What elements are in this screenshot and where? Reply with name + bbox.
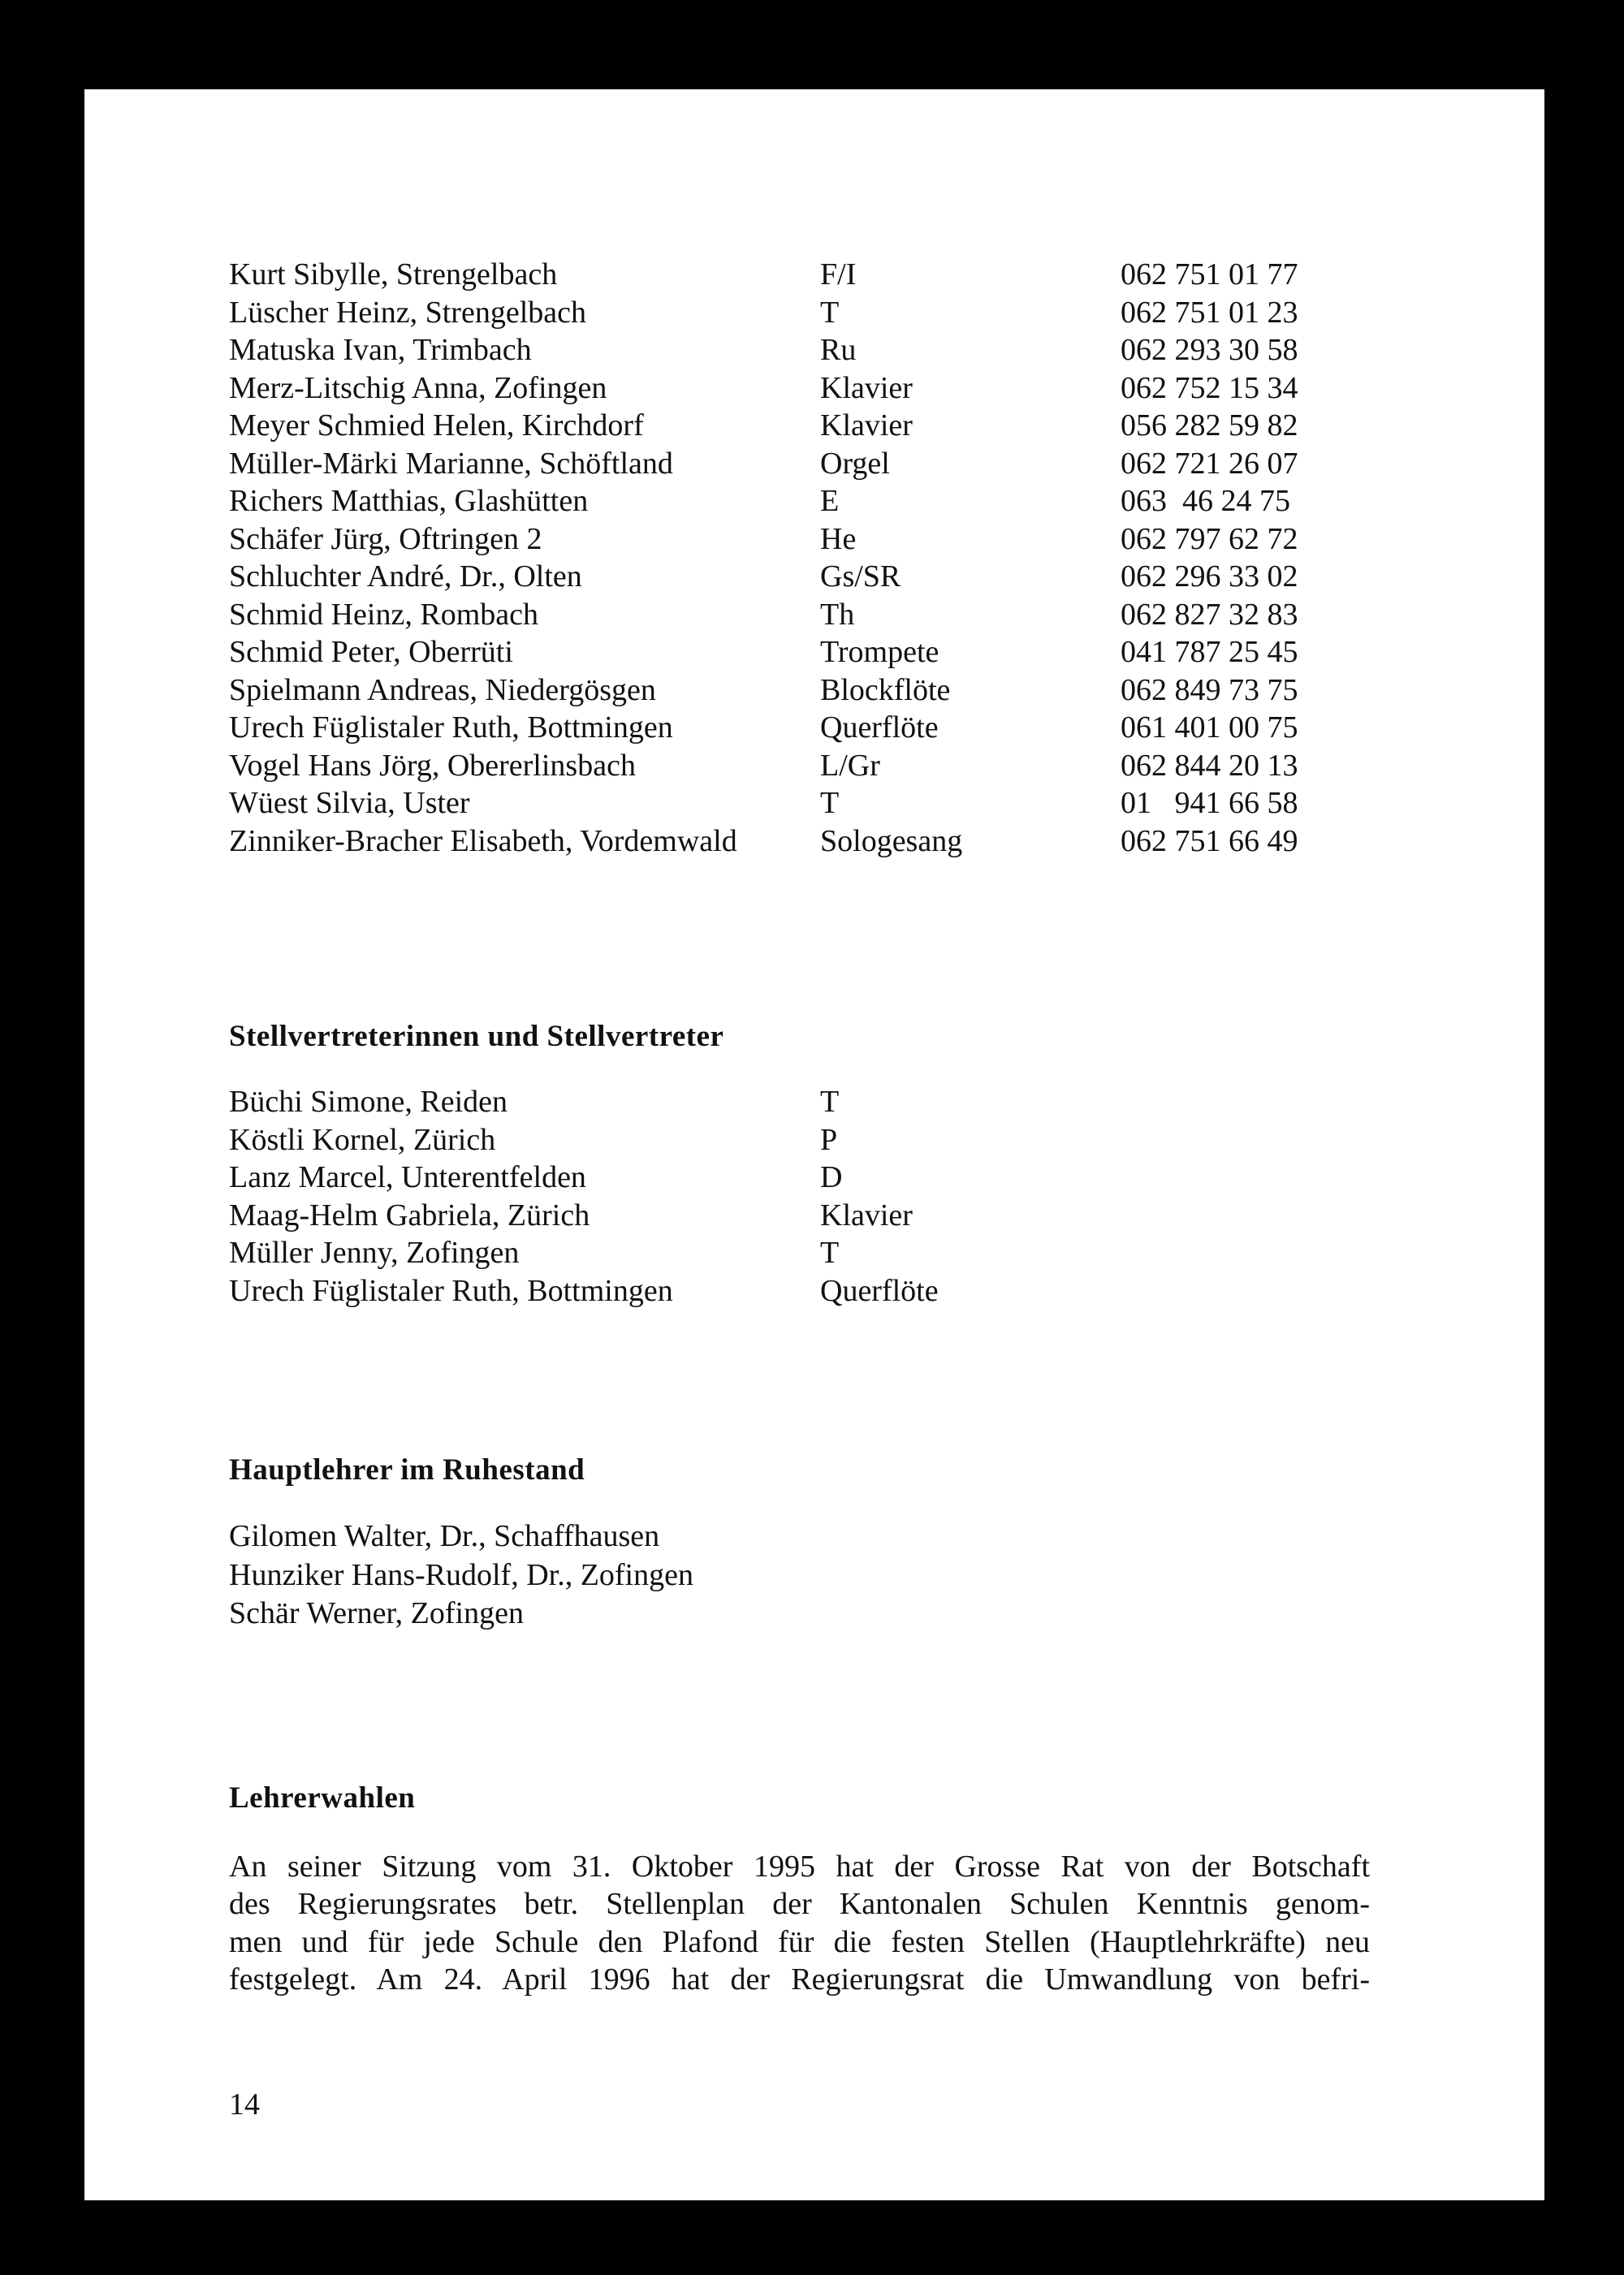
substitute-name: Büchi Simone, Reiden: [229, 1085, 508, 1119]
elections-heading: Lehrerwahlen: [229, 1781, 416, 1815]
teacher-name: Merz-Litschig Anna, Zofingen: [229, 370, 607, 405]
teacher-subject: Orgel: [820, 446, 890, 481]
teacher-phone: 062 721 26 07: [1121, 446, 1298, 481]
teacher-phone: 062 844 20 13: [1121, 748, 1298, 783]
elections-paragraph: [229, 1848, 1370, 1999]
substitute-row: [229, 1197, 1427, 1235]
teacher-subject: E: [820, 484, 840, 518]
teacher-subject: Trompete: [820, 635, 939, 669]
teacher-subject: Ru: [820, 333, 857, 367]
teacher-phone: 062 827 32 83: [1121, 597, 1298, 632]
teacher-phone: 062 751 01 77: [1121, 257, 1298, 291]
teacher-phone: 062 752 15 34: [1121, 370, 1298, 405]
teacher-phone: 062 751 01 23: [1121, 295, 1298, 330]
teacher-phone: 062 296 33 02: [1121, 559, 1298, 594]
substitute-subject: Klavier: [820, 1198, 913, 1232]
teacher-subject: Th: [820, 597, 855, 632]
teacher-phone: 01 941 66 58: [1121, 786, 1298, 820]
teacher-name: Schluchter André, Dr., Olten: [229, 559, 582, 594]
teacher-name: Schmid Peter, Oberrüti: [229, 635, 513, 669]
page-number: 14: [229, 2087, 260, 2122]
retired-item: Schär Werner, Zofingen: [229, 1596, 524, 1630]
teacher-subject: F/I: [820, 257, 857, 291]
paragraph-line: An seiner Sitzung vom 31. Oktober 1995 hat der Grosse Rat von der Botschaft: [229, 1849, 1370, 1884]
teacher-name: Kurt Sibylle, Strengelbach: [229, 257, 558, 291]
retired-section: [229, 1452, 1427, 1634]
substitute-row: [229, 1272, 1427, 1310]
teacher-name: Schäfer Jürg, Oftringen 2: [229, 521, 542, 556]
teacher-row: [229, 445, 1427, 483]
teacher-name: Urech Füglistaler Ruth, Bottmingen: [229, 710, 673, 745]
teacher-subject: Querflöte: [820, 710, 939, 745]
teacher-phone: 061 401 00 75: [1121, 710, 1298, 745]
substitute-name: Maag-Helm Gabriela, Zürich: [229, 1198, 590, 1232]
teacher-subject: Gs/SR: [820, 559, 901, 594]
teacher-name: Meyer Schmied Helen, Kirchdorf: [229, 408, 644, 442]
teacher-subject: Klavier: [820, 370, 913, 405]
teacher-subject: T: [820, 786, 840, 820]
teacher-row: [229, 407, 1427, 445]
teacher-name: Zinniker-Bracher Elisabeth, Vordemwald: [229, 823, 737, 858]
substitute-name: Urech Füglistaler Ruth, Bottmingen: [229, 1273, 673, 1308]
teacher-phone: 062 849 73 75: [1121, 672, 1298, 707]
paragraph-line: men und für jede Schule den Plafond für die festen Stellen (Hauptlehrkräfte) neu: [229, 1924, 1370, 1959]
teacher-row: [229, 784, 1427, 822]
teacher-list: [229, 256, 1427, 860]
substitutes-section: [229, 1018, 1427, 1310]
retired-heading: Hauptlehrer im Ruhestand: [229, 1453, 585, 1487]
teacher-name: Vogel Hans Jörg, Obererlinsbach: [229, 748, 636, 783]
teacher-row: [229, 294, 1427, 332]
document-page: [84, 89, 1544, 2200]
teacher-subject: T: [820, 295, 840, 330]
teacher-name: Müller-Märki Marianne, Schöftland: [229, 446, 673, 481]
teacher-row: [229, 596, 1427, 634]
teacher-subject: Klavier: [820, 408, 913, 442]
teacher-row: [229, 633, 1427, 671]
substitute-subject: T: [820, 1236, 840, 1270]
substitute-subject: Querflöte: [820, 1273, 939, 1308]
retired-item: Gilomen Walter, Dr., Schaffhausen: [229, 1519, 660, 1553]
teacher-name: Richers Matthias, Glashütten: [229, 484, 589, 518]
teacher-row: [229, 671, 1427, 710]
substitute-name: Müller Jenny, Zofingen: [229, 1236, 520, 1270]
teacher-row: [229, 256, 1427, 294]
teacher-phone: 062 751 66 49: [1121, 823, 1298, 858]
substitute-subject: D: [820, 1160, 843, 1194]
substitute-row: [229, 1121, 1427, 1159]
substitute-row: [229, 1234, 1427, 1272]
retired-item: Hunziker Hans-Rudolf, Dr., Zofingen: [229, 1557, 693, 1592]
substitute-subject: P: [820, 1122, 838, 1157]
teacher-subject: Sologesang: [820, 823, 963, 858]
page-content: [229, 256, 1427, 1999]
paragraph-line: festgelegt. Am 24. April 1996 hat der Regierungsrat die Umwandlung von befri-: [229, 1962, 1370, 1997]
teacher-row: [229, 331, 1427, 369]
elections-section: [229, 1780, 1427, 1999]
retired-list: [229, 1517, 1427, 1634]
teacher-phone: 056 282 59 82: [1121, 408, 1298, 442]
substitute-row: [229, 1159, 1427, 1197]
teacher-row: [229, 747, 1427, 785]
paragraph-line: des Regierungsrates betr. Stellenplan der Kantonalen Schulen Kenntnis genom-: [229, 1887, 1370, 1921]
substitute-subject: T: [820, 1085, 840, 1119]
teacher-name: Lüscher Heinz, Strengelbach: [229, 295, 586, 330]
teacher-phone: 062 293 30 58: [1121, 333, 1298, 367]
teacher-row: [229, 520, 1427, 559]
substitute-name: Lanz Marcel, Unterentfelden: [229, 1160, 586, 1194]
substitutes-heading: Stellvertreterinnen und Stellvertreter: [229, 1020, 724, 1053]
teacher-row: [229, 709, 1427, 747]
teacher-subject: Blockflöte: [820, 672, 951, 707]
teacher-subject: He: [820, 521, 857, 556]
teacher-row: [229, 558, 1427, 596]
teacher-phone: 063 46 24 75: [1121, 484, 1290, 518]
teacher-subject: L/Gr: [820, 748, 880, 783]
teacher-row: [229, 482, 1427, 520]
teacher-row: [229, 822, 1427, 861]
substitute-row: [229, 1083, 1427, 1121]
teacher-row: [229, 369, 1427, 408]
substitute-name: Köstli Kornel, Zürich: [229, 1122, 496, 1157]
substitutes-list: [229, 1083, 1427, 1310]
teacher-phone: 041 787 25 45: [1121, 635, 1298, 669]
teacher-phone: 062 797 62 72: [1121, 521, 1298, 556]
teacher-name: Wüest Silvia, Uster: [229, 786, 470, 820]
teacher-name: Schmid Heinz, Rombach: [229, 597, 538, 632]
teacher-name: Spielmann Andreas, Niedergösgen: [229, 672, 656, 707]
teacher-name: Matuska Ivan, Trimbach: [229, 333, 532, 367]
